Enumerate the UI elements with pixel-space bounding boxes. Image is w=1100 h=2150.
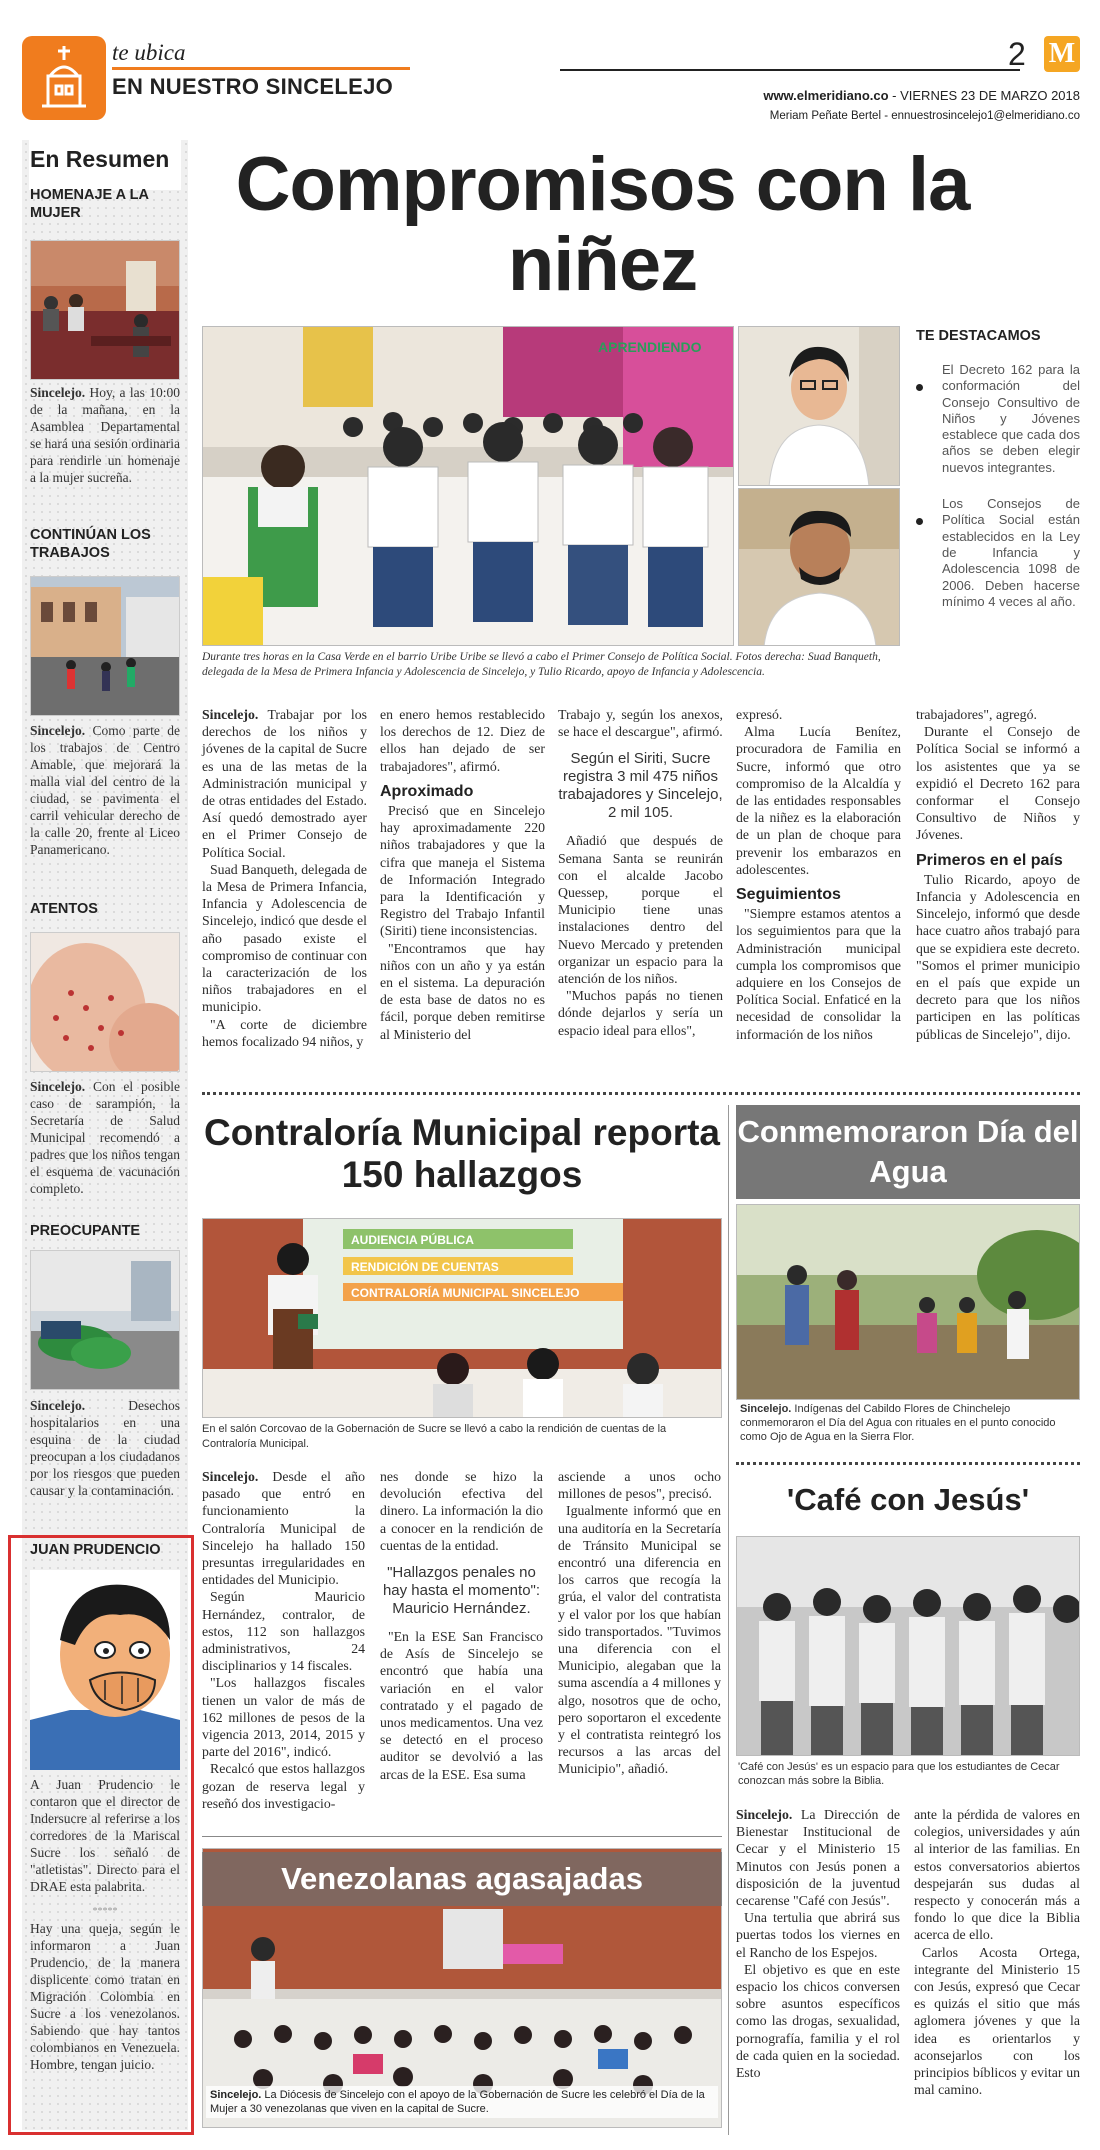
wall-sign-text: APRENDIENDO — [598, 339, 702, 355]
church-icon — [22, 36, 106, 120]
section-divider — [202, 1092, 1080, 1095]
suad-banqueth-photo — [738, 326, 900, 486]
agua-caption: Sincelejo. Indígenas del Cabildo Flores de Chinchelejo conmemoraron el Día del Agua con rituales en el punto conocido como Ojo de Agua en la Sierra Flor. — [740, 1403, 1056, 1443]
screen-line: AUDIENCIA PÚBLICA — [351, 1233, 474, 1247]
website-link[interactable]: www.elmeridiano.co — [763, 88, 889, 103]
cafe-col-1: Sincelejo. La Dirección de Bienestar Institucional de Cecar y el Ministerio 15 Minutos con Jesús ponen a disposición de la juventud cecarense "Café con Jesús". Una tertulia que abrirá sus puertas todos los viernes en el Rancho de los Espejos. El objetivo es que en este espacio los chicos conversen sobre asuntos específicos como las drogas, sexualidad, pornografía, familia y el rol de cada quien en la sociedad. Esto — [736, 1807, 900, 2081]
hospital-waste-photo — [30, 1250, 180, 1390]
column-divider — [728, 1105, 729, 2135]
section-kicker: te ubica — [112, 40, 186, 65]
screen-line: CONTRALORÍA MUNICIPAL SINCELEJO — [351, 1286, 580, 1300]
main-story-col-4: expresó. Alma Lucía Benítez, procuradora de Familia en Sucre, informó que otro compromiso de la Alcaldía y de las entidades responsables de la niñez es la elaboración de un plan de choque para prevenir los embarazos en adolescentes. Seguimientos "Siempre estamos atentos a los seguimientos para que la Administración municipal cumpla los compromisos que adquiere en los Consejos de Política Social. Enfaticé en la necesidad de consolidar la información de los niños — [736, 707, 901, 1042]
main-story-col-1: Sincelejo. Trabajar por los derechos de los niños y jóvenes de la capital de Sucre es una de las metas de la Administración municipal y de otras entidades del Estado. Así quedó demostrado ayer en el Primer Consejo de Política Social. Suad Banqueth, delegada de la Mesa de Primera Infancia, Infancia y Adolescencia de Sincelejo, indicó que desde el año pasado existe el compromiso de continuar con la caracterización de los niños trabajadores en el municipio. "A corte de diciembre hemos focalizado 94 niños, y — [202, 707, 367, 1049]
sidebar-item-text: Sincelejo. Desechos hospitalarios en una esquina de la ciudad preocupan a los ciudadanos por los riesgos que pueden causar y la contaminación. — [30, 1398, 180, 1498]
main-story-col-5: trabajadores", agregó. Durante el Consejo de Política Social se informó a los asistentes que ya se expidió el Decreto 162 para conformar el Consejo Consultivo de Niños y Jóvenes. Primeros en el país Tulio Ricardo, apoyo de Infancia y Adolescencia en Sincelejo, informó que desde hace cuatro años trabajó para que se expidiera este decreto. "Somos el primer municipio en el país que expide un decreto para que los niños participen en las políticas públicas de Sincelejo", dijo. — [916, 707, 1080, 1042]
main-story-col-3: Trabajo y, según los anexos, se hace el descargue", afirmó. Según el Siriti, Sucre registra 3 mil 475 niños trabajadores y Sincelejo, 2 mil 105. Añadió que después de Semana Santa se reunirán con el alcalde Jacobo Quessep, porque el Municipio tiene unas instalaciones dentro del Nuevo Mercado y pretenden organizar un espacio para la atención de los niños. "Muchos papás no tienen dónde dejarlos y sería un espacio ideal para ellos", — [558, 707, 723, 1038]
sidebar-title: En Resumen — [30, 146, 170, 172]
te-destacamos-head: TE DESTACAMOS — [916, 328, 1041, 344]
byline: Meriam Peñate Bertel - ennuestrosincelejo1@elmeridiano.co — [769, 110, 1080, 122]
tulio-ricardo-photo — [738, 488, 900, 646]
screen-line: RENDICIÓN DE CUENTAS — [351, 1260, 499, 1274]
measles-photo — [30, 932, 180, 1072]
juan-prudencio-head: JUAN PRUDENCIO — [30, 1542, 161, 1558]
destacamos-item: Los Consejos de Política Social están establecidos en la Ley de Infancia y Adolescencia 1098 de 2006. Deben hacerse mínimo 4 veces al año. — [916, 496, 1080, 610]
assembly-photo — [30, 240, 180, 380]
agua-photo — [736, 1204, 1080, 1400]
page-number: 2 — [1008, 36, 1026, 72]
cafe-col-2: ante la pérdida de valores en colegios, universidades y aún al interior de las familias. En estos conversatorios abiertos despejarán sus dudas al respecto y conocerán más a fondo lo que dice la Biblia acerca de ello. Carlos Acosta Ortega, integrante del Ministerio 15 con Jesús, expresó que Cecar es quizás el sitio que más aglomera jóvenes y que la idea es orientarlos y aconsejarlos con los principios bíblicos y evitar un mal camino. — [914, 1807, 1080, 2098]
contraloria-photo — [202, 1218, 722, 1418]
cafe-caption: 'Café con Jesús' es un espacio para que los estudiantes de Cecar conozcan más sobre la Biblia. — [738, 1761, 1060, 1787]
contraloria-headline: Contraloría Municipal reporta 150 hallazgos — [203, 1112, 720, 1195]
sidebar-item-head: CONTINÚAN LOS TRABAJOS — [30, 527, 151, 561]
sidebar-item-head: PREOCUPANTE — [30, 1223, 141, 1239]
street-works-photo — [30, 576, 180, 716]
destacamos-item: El Decreto 162 para la conformación del Consejo Consultivo de Niños y Jóvenes establece que cada dos años se deben elegir nuevos integrantes. — [916, 362, 1080, 476]
sidebar-item-head: ATENTOS — [30, 901, 98, 917]
main-story-col-2: en enero hemos restablecido los derechos de 12. Diez de ellos han dejado de ser trabajadores", afirmó. Aproximado Precisó que en Sincelejo hay aproximadamente 220 niños trabajadores y que la cifra que maneja el Sistema de Información Integrado para la Identificación y Registro del Trabajo Infantil (Siriti) tiene inconsistencias. "Encontramos que hay niños con un año y ya están en el sistema. La depuración de esta base de datos no es fácil, porque deben remitirse al Ministerio del — [380, 707, 545, 1042]
pull-quote: Según el Siriti, Sucre registra 3 mil 475 niños trabajadores y Sincelejo, 2 mil 105. — [558, 750, 723, 822]
section-title: EN NUESTRO SINCELEJO — [112, 74, 394, 99]
contraloria-col-1: Sincelejo. Desde el año pasado que entró en funcionamiento la Contraloría Municipal de Sincelejo ha hallado 150 presuntas irregularidades en entidades del Municipio. Según Mauricio Hernández, contralor, de estos, 112 son hallazgos administrativos, 24 disciplinarios y 14 fiscales. "Los hallazgos fiscales tienen un valor de más de 162 millones de pesos de la vigencia 2013, 2014, 2015 y parte del 2016", indicó. Recalcó que estos hallazgos gozan de reserva legal y reseñó dos investigacio- — [202, 1469, 365, 1811]
sidebar-item-text: Sincelejo. Como parte de los trabajos de Centro Amable, que mejorará la malla vial del centro de la ciudad, se pavimenta el carril vehicular derecho de la calle 20, frente al Liceo Panamericano. — [30, 723, 180, 857]
juan-prudencio-text-2: Hay una queja, según le informaron a Juan Prudencio, de la manera displicente como tratan en Migración Colombia en Sucre a los venezolanos. Sabiendo que hay tantos colombianos en Venezuela. Hombre, tengan juicio. — [30, 1921, 180, 2072]
brand-logo: M — [1044, 36, 1080, 72]
contraloria-col-2: nes donde se hizo la devolución efectiva del dinero. La información la dio a conocer en la rendición de cuentas de la entidad. "Hallazgos penales no hay hasta el momento": Mauricio Hernández. "En la ESE San Francisco de Asís de Sincelejo se encontró que había una variación en el valor contratado y el pagado de unos medicamentos. Una vez se detectó en el proceso auditor se devolvió a las arcas de la ESE. Esa suma — [380, 1469, 543, 1782]
te-destacamos-list — [916, 362, 1080, 630]
cartoon-illustration — [30, 1570, 180, 1770]
venezolanas-headline: Venezolanas agasajadas — [202, 1852, 722, 1906]
section-divider — [202, 1836, 722, 1837]
contraloria-caption: En el salón Corcovao de la Gobernación de Sucre se llevó a cabo la rendición de cuentas de la Contraloría Municipal. — [202, 1423, 667, 1450]
dateline — [763, 88, 1080, 103]
contraloria-col-3: asciende a unos ocho millones de pesos", precisó. Igualmente informó que en una auditoría en la Secretaría de Tránsito Municipal se encontró una diferencia en los carros que recogía la grúa, el valor del contratista y el valor por los que habían sido transportados. "Tuvimos una diferencia con el Municipio, alegaban que la suma ascendía a 4 millones y algo, nosotros que de ocho, pero soportaron el excedente y el contratista reintegró los recursos a las arcas del Municipio", añadió. — [558, 1469, 721, 1777]
header-rule — [560, 69, 1020, 71]
council-photo — [202, 326, 734, 646]
section-logo — [22, 36, 106, 120]
cafe-headline: 'Café con Jesús' — [786, 1482, 1030, 1517]
sidebar-item-text: Sincelejo. Con el posible caso de sarampión, la Secretaría de Salud Municipal recomendó a padres que los niños tengan el esquema de vacunación completo. — [30, 1079, 180, 1196]
sidebar-item-head: HOMENAJE A LA MUJER — [30, 187, 149, 221]
main-headline: Compromisos con la niñez — [235, 142, 970, 307]
juan-prudencio-text-1: A Juan Prudencio le contaron que el director de Indersucre al referirse a los corredores de la Mariscal Sucre los señaló de "atletistas". Directo para el DRAE esta palabrita. — [30, 1777, 180, 1894]
kicker-underline — [112, 67, 410, 70]
cafe-photo — [736, 1536, 1080, 1756]
separator-stars: ***** — [92, 1906, 118, 1917]
issue-date: - VIERNES 23 DE MARZO 2018 — [888, 88, 1080, 103]
agua-headline: Conmemoraron Día del Agua — [736, 1105, 1080, 1199]
section-divider — [736, 1462, 1080, 1465]
pull-quote: "Hallazgos penales no hay hasta el momento": Mauricio Hernández. — [382, 1564, 541, 1618]
sidebar-item-text: Sincelejo. Hoy, a las 10:00 de la mañana, en la Asamblea Departamental se hará una sesión ordinaria para rendirle un homenaje a la mujer sucreña. — [30, 385, 180, 485]
venezolanas-caption: Sincelejo. La Diócesis de Sincelejo con el apoyo de la Gobernación de Sucre les celebró el Día de la Mujer a 30 venezolanas que viven en la capital de Sucre. — [206, 2086, 718, 2118]
main-photo-caption: Durante tres horas en la Casa Verde en el barrio Uribe Uribe se llevó a cabo el Primer Consejo de Política Social. Fotos derecha: Suad Banqueth, delegada de la Mesa de Primera Infancia y Adolescencia de Sincelejo, y Tulio Ricardo, apoyo de Infancia y Adolescencia. — [202, 651, 881, 678]
